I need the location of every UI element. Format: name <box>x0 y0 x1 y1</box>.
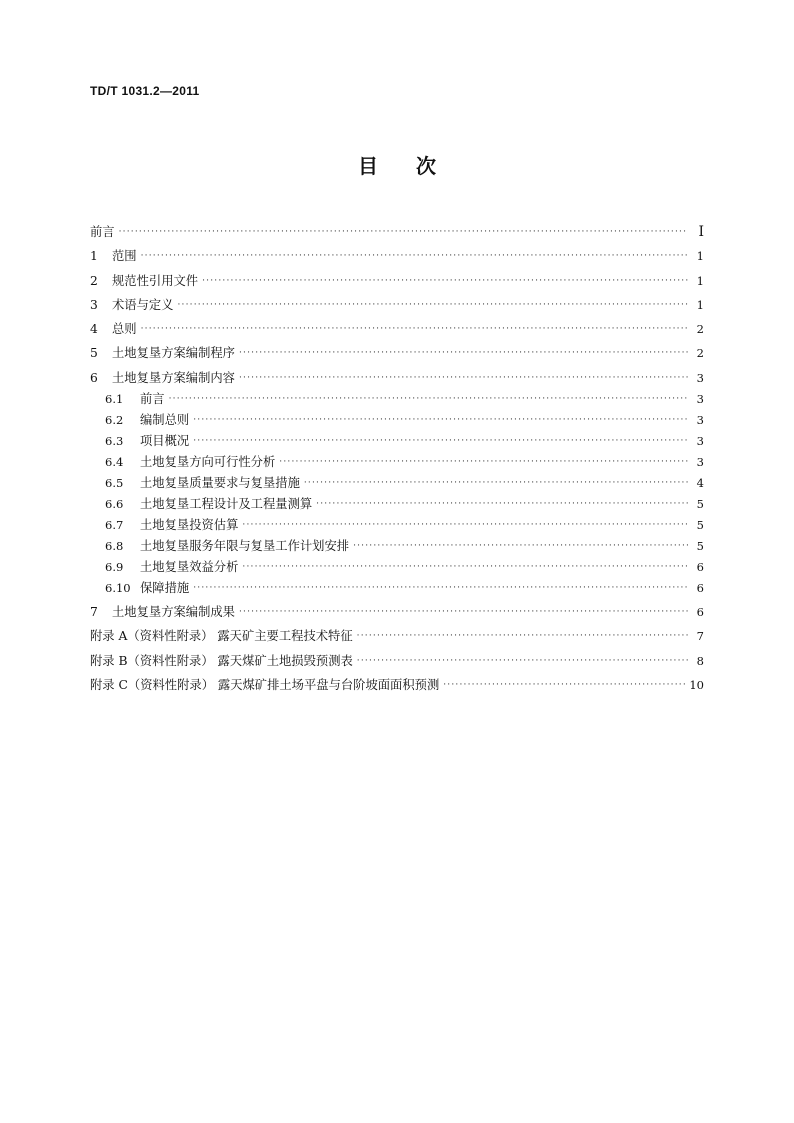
toc-entry-title: 土地复垦方案编制内容 <box>112 370 235 385</box>
toc-page-number: 1 <box>696 249 704 264</box>
toc-entry-title: 土地复垦工程设计及工程量测算 <box>140 496 313 511</box>
toc-section-number: 6.2 <box>105 412 124 427</box>
toc-leader-dots <box>141 323 688 335</box>
toc-entry-title: 土地复垦投资估算 <box>140 517 239 532</box>
toc-leader-dots <box>316 498 688 510</box>
toc-entry-title: 土地复垦方案编制程序 <box>112 346 235 361</box>
toc-entry-2[interactable] <box>90 264 704 288</box>
toc-entry-title: 附录 C（资料性附录） 露天煤矿排土场平盘与台阶坡面面积预测 <box>90 677 440 692</box>
toc-entry-appendix-c[interactable] <box>90 669 704 693</box>
toc-leader-dots <box>178 299 689 311</box>
toc-entry-appendix-b[interactable] <box>90 644 704 668</box>
toc-page-number: 6 <box>696 580 704 595</box>
toc-leader-dots <box>242 519 688 531</box>
toc-page-number: Ⅰ <box>698 224 704 240</box>
toc-section-number: 7 <box>90 605 98 620</box>
toc-page-number: 4 <box>696 475 704 490</box>
toc-leader-dots <box>353 540 688 552</box>
table-of-contents <box>90 216 704 693</box>
toc-section-number: 6.9 <box>105 559 124 574</box>
toc-entry-6-7[interactable] <box>90 512 704 533</box>
toc-entry-title: 总则 <box>112 322 137 337</box>
toc-entry-title: 前言 <box>140 391 165 406</box>
toc-entry-title: 保障措施 <box>140 580 190 595</box>
toc-page-number: 3 <box>696 391 704 406</box>
toc-entry-6-8[interactable] <box>90 533 704 554</box>
toc-leader-dots <box>242 561 688 573</box>
toc-page-number: 7 <box>696 629 704 644</box>
toc-page-number: 3 <box>696 370 704 385</box>
toc-entry-title: 术语与定义 <box>112 297 174 312</box>
toc-page-number: 8 <box>696 653 704 668</box>
toc-entry-4[interactable] <box>90 313 704 337</box>
toc-section-number: 2 <box>90 273 98 288</box>
toc-page-number: 2 <box>696 322 704 337</box>
toc-page-number: 3 <box>696 433 704 448</box>
toc-entry-title: 规范性引用文件 <box>112 273 199 288</box>
toc-entry-6-4[interactable] <box>90 449 704 470</box>
toc-page-number: 5 <box>696 538 704 553</box>
toc-page-number: 3 <box>696 454 704 469</box>
toc-entry-preface[interactable] <box>90 216 704 240</box>
toc-page-number: 5 <box>696 517 704 532</box>
toc-section-number: 6.5 <box>105 475 124 490</box>
toc-leader-dots <box>193 582 688 594</box>
toc-section-number: 6.4 <box>105 454 124 469</box>
toc-entry-title: 编制总则 <box>140 412 190 427</box>
toc-entry-title: 范围 <box>112 249 137 264</box>
toc-entry-title: 土地复垦方向可行性分析 <box>140 454 276 469</box>
toc-section-number: 1 <box>90 249 98 264</box>
toc-page-number: 2 <box>696 346 704 361</box>
toc-entry-6-6[interactable] <box>90 491 704 512</box>
toc-leader-dots <box>357 655 688 667</box>
toc-entry-6-2[interactable] <box>90 407 704 428</box>
toc-leader-dots <box>239 372 688 384</box>
toc-entry-3[interactable] <box>90 289 704 313</box>
toc-leader-dots <box>141 250 688 262</box>
toc-page-number: 6 <box>696 605 704 620</box>
toc-entry-title: 附录 A（资料性附录） 露天矿主要工程技术特征 <box>90 629 353 644</box>
page-title: 目次 <box>358 154 474 178</box>
toc-leader-dots <box>202 275 688 287</box>
toc-page-number: 1 <box>696 273 704 288</box>
toc-entry-appendix-a[interactable] <box>90 620 704 644</box>
toc-section-number: 5 <box>90 346 98 361</box>
toc-section-number: 6 <box>90 370 98 385</box>
toc-leader-dots <box>193 435 688 447</box>
toc-leader-dots <box>304 477 688 489</box>
toc-entry-1[interactable] <box>90 240 704 264</box>
toc-leader-dots <box>443 679 685 691</box>
toc-entry-6-9[interactable] <box>90 554 704 575</box>
toc-leader-dots <box>193 414 688 426</box>
toc-page-number: 1 <box>696 297 704 312</box>
toc-leader-dots <box>357 630 688 642</box>
toc-entry-6[interactable] <box>90 361 704 385</box>
toc-section-number: 3 <box>90 297 98 312</box>
toc-entry-title: 土地复垦服务年限与复垦工作计划安排 <box>140 538 350 553</box>
toc-entry-6-3[interactable] <box>90 428 704 449</box>
toc-entry-title: 土地复垦效益分析 <box>140 559 239 574</box>
toc-entry-7[interactable] <box>90 596 704 620</box>
standard-code: TD/T 1031.2—2011 <box>90 84 200 98</box>
toc-entry-title: 土地复垦方案编制成果 <box>112 605 235 620</box>
toc-page-number: 10 <box>689 677 704 692</box>
toc-page-number: 3 <box>696 412 704 427</box>
toc-leader-dots <box>169 393 688 405</box>
toc-leader-dots <box>279 456 688 468</box>
toc-page-number: 5 <box>696 496 704 511</box>
toc-section-number: 4 <box>90 322 98 337</box>
toc-section-number: 6.1 <box>105 391 124 406</box>
toc-entry-5[interactable] <box>90 337 704 361</box>
toc-entry-title: 项目概况 <box>140 433 190 448</box>
toc-leader-dots <box>239 347 688 359</box>
toc-section-number: 6.7 <box>105 517 124 532</box>
toc-section-number: 6.6 <box>105 496 124 511</box>
toc-section-number: 6.3 <box>105 433 124 448</box>
toc-entry-6-5[interactable] <box>90 470 704 491</box>
toc-entry-title: 土地复垦质量要求与复垦措施 <box>140 475 300 490</box>
toc-entry-6-1[interactable] <box>90 386 704 407</box>
toc-leader-dots <box>239 606 688 618</box>
toc-page-number: 6 <box>696 559 704 574</box>
toc-section-number: 6.8 <box>105 538 124 553</box>
toc-entry-title: 前言 <box>90 225 115 239</box>
toc-section-number: 6.10 <box>105 580 131 595</box>
toc-entry-6-10[interactable] <box>90 575 704 596</box>
toc-leader-dots <box>119 226 688 238</box>
toc-entry-title: 附录 B（资料性附录） 露天煤矿土地损毁预测表 <box>90 653 353 668</box>
